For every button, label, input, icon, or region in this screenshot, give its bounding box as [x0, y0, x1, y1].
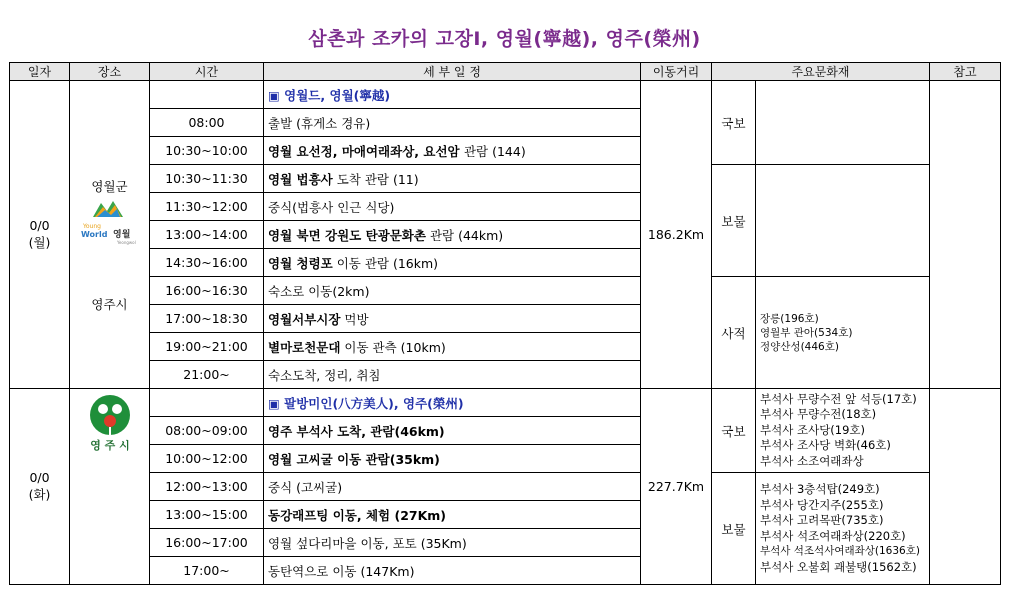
day2-weekday: (화) — [28, 487, 51, 502]
day2-cell — [10, 389, 70, 585]
table-row-time: 13:00~14:00 — [150, 221, 264, 249]
day1-date: 0/0 — [29, 218, 50, 233]
day1-section-time — [150, 81, 264, 109]
day2-heritage-cat-0: 국보 — [712, 389, 756, 473]
day1-heritage-cat-2: 사적 — [712, 277, 756, 389]
table-row-plan: 중식 (고씨굴) — [264, 473, 641, 501]
day2-place: 영주시 — [91, 296, 128, 312]
table-row-plan: 숙소로 이동(2km) — [264, 277, 641, 305]
yeongju-logo-text: 영 주 시 — [89, 439, 130, 452]
table-row-time: 21:00~ — [150, 361, 264, 389]
day1-heritage-items-2 — [756, 277, 930, 389]
table-row-time: 17:00~18:30 — [150, 305, 264, 333]
table-row-plan: 영월 고씨굴 이동 관람(35km) — [264, 445, 641, 473]
heritage-item: 부석사 오불회 괘불탱(1562호) — [760, 559, 917, 574]
table-row-plan: 영월 법흥사 도착 관람 (11) — [264, 165, 641, 193]
header-note: 참고 — [930, 63, 1001, 81]
table-row-time: 14:30~16:00 — [150, 249, 264, 277]
header-time: 시간 — [150, 63, 264, 81]
table-row-plan: 동탄역으로 이동 (147Km) — [264, 557, 641, 585]
heritage-item: 부석사 무량수전 앞 석등(17호) — [760, 391, 917, 406]
heritage-item: 부석사 석조여래좌상(220호) — [760, 528, 906, 543]
table-row-time: 08:00~09:00 — [150, 417, 264, 445]
svg-text:Yeongwol: Yeongwol — [116, 239, 136, 245]
day2-section-title: ▣ 팔방미인(八方美人), 영주(榮州) — [264, 389, 641, 417]
table-row-plan: 영월 북면 강원도 탄광문화촌 관람 (44km) — [264, 221, 641, 249]
table-row-time: 16:00~16:30 — [150, 277, 264, 305]
heritage-item: 부석사 고려목판(735호) — [760, 513, 884, 527]
header-day: 일자 — [10, 63, 70, 81]
day2-heritage-cat-1: 보물 — [712, 473, 756, 585]
header-distance: 이동거리 — [641, 63, 712, 81]
day1-heritage-items-1 — [756, 165, 930, 277]
day1-distance: 186.2Km — [641, 81, 712, 389]
yeongju-city-logo — [85, 393, 135, 453]
schedule-table — [9, 62, 1001, 585]
heritage-item: 부석사 조사당 벽화(46호) — [760, 438, 891, 453]
heritage-item: 영월부 관아(534호) — [760, 326, 853, 339]
day2-distance: 227.7Km — [641, 389, 712, 585]
table-row-plan: 숙소도착, 정리, 취침 — [264, 361, 641, 389]
table-row-plan: 영주 부석사 도착, 관람(46km) — [264, 417, 641, 445]
table-row-plan: 별마로천문대 이동 관측 (10km) — [264, 333, 641, 361]
table-row-time: 08:00 — [150, 109, 264, 137]
heritage-item: 정양산성(446호) — [760, 340, 839, 353]
table-row-time: 12:00~13:00 — [150, 473, 264, 501]
heritage-item: 장릉(196호) — [760, 312, 819, 325]
day1-weekday: (월) — [28, 235, 51, 250]
heritage-item: 부석사 무량수전(18호) — [760, 407, 877, 422]
heritage-item: 부석사 당간지주(255호) — [760, 497, 884, 512]
header-plan: 세 부 일 정 — [264, 63, 641, 81]
svg-text:Young: Young — [82, 222, 101, 230]
table-row-plan: 영월 섶다리마을 이동, 포토 (35Km) — [264, 529, 641, 557]
table-row-plan: 영월서부시장 먹방 — [264, 305, 641, 333]
day2-note — [930, 389, 1001, 585]
page-title: 삼촌과 조카의 고장Ⅰ, 영월(寧越), 영주(榮州) — [308, 28, 701, 50]
day1-place-cell — [70, 81, 150, 389]
table-row-time: 10:30~11:30 — [150, 165, 264, 193]
table-row-time: 16:00~17:00 — [150, 529, 264, 557]
svg-text:World: World — [80, 229, 107, 239]
day2-place-cell — [70, 389, 150, 585]
heritage-item: 부석사 석조석사여래좌상(1636호) — [760, 545, 920, 557]
header-row — [10, 63, 1001, 81]
heritage-item: 부석사 조사당(19호) — [760, 422, 866, 437]
day2-heritage-items-1 — [756, 473, 930, 585]
table-row-plan: 출발 (휴게소 경유) — [264, 109, 641, 137]
day1-heritage-cat-0: 국보 — [712, 81, 756, 165]
table-row-plan: 중식(법흥사 인근 식당) — [264, 193, 641, 221]
header-place: 장소 — [70, 63, 150, 81]
table-row-time: 19:00~21:00 — [150, 333, 264, 361]
day1-cell — [10, 81, 70, 389]
table-row-time: 17:00~ — [150, 557, 264, 585]
table-row-plan: 영월 요선정, 마애여래좌상, 요선암 관람 (144) — [264, 137, 641, 165]
day2-date: 0/0 — [29, 470, 50, 485]
table-row-time: 13:00~15:00 — [150, 501, 264, 529]
day1-section-title: ▣ 영월드, 영월(寧越) — [264, 81, 641, 109]
header-heritage: 주요문화재 — [712, 63, 930, 81]
table-row-plan: 동강래프팅 이동, 체험 (27Km) — [264, 501, 641, 529]
table-row-time: 10:30~10:00 — [150, 137, 264, 165]
table-row-plan: 영월 청령포 이동 관람 (16km) — [264, 249, 641, 277]
day2-heritage-items-0 — [756, 389, 930, 473]
day1-heritage-cat-1: 보물 — [712, 165, 756, 277]
heritage-item: 부석사 소조여래좌상 — [760, 453, 864, 468]
table-row-time: 11:30~12:00 — [150, 193, 264, 221]
day1-heritage-items-0 — [756, 81, 930, 165]
svg-text:영월: 영월 — [112, 229, 130, 240]
table-row-time: 10:00~12:00 — [150, 445, 264, 473]
young-world-yeongwol-logo — [79, 195, 141, 245]
heritage-item: 부석사 3층석탑(249호) — [760, 482, 880, 496]
day1-note — [930, 81, 1001, 389]
day1-place: 영월군 — [91, 178, 128, 194]
day2-section-time — [150, 389, 264, 417]
